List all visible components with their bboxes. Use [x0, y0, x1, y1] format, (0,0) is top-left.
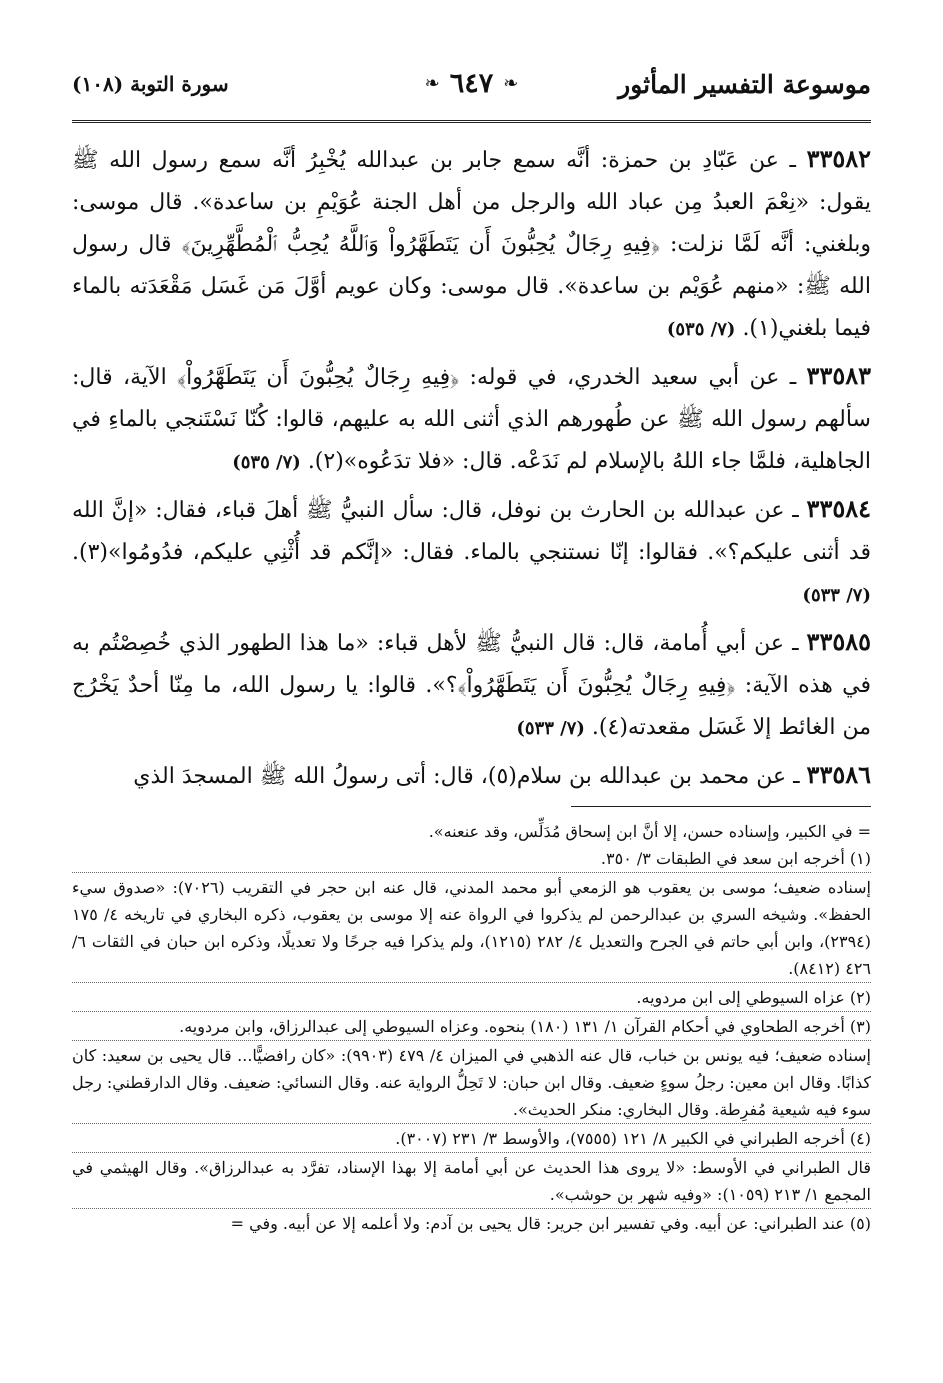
hadith-text: ـ عن محمد بن عبدالله بن سلام(٥)، قال: أتى رسولُ الله ﷺ المسجدَ الذي	[133, 764, 800, 789]
hadith-reference: (٧/ ٥٣٥)	[666, 319, 736, 340]
ornament-icon: ❧	[424, 73, 440, 94]
footnote: = في الكبير، وإسناده حسن، إلا أنَّ ابن إسحاق مُدَلِّس، وقد عنعنه».	[428, 822, 871, 841]
main-text	[72, 138, 871, 802]
hadith-entry	[72, 488, 871, 617]
page-number: ٦٤٧	[449, 68, 494, 99]
hadith-entry	[72, 355, 871, 484]
hadith-number: ٣٣٥٨٣	[806, 361, 871, 390]
page-header	[72, 66, 871, 106]
hadith-reference: (٧/ ٥٣٥)	[232, 452, 301, 473]
footnote: (٣) أخرجه الطحاوي في أحكام القرآن ١/ ١٣١ (١٨٠) بنحوه. وعزاه السيوطي إلى عبدالرزاق، وابن مردويه.	[72, 1011, 871, 1040]
hadith-number: ٣٣٥٨٢	[806, 144, 872, 173]
hadith-reference: (٧/ ٥٣٣)	[802, 585, 871, 606]
footnote: (٤) أخرجه الطبراني في الكبير ٨/ ١٢١ (٧٥٥٥)، والأوسط ٣/ ٢٣١ (٣٠٠٧).	[72, 1123, 871, 1152]
footnotes	[72, 818, 871, 1237]
hadith-number: ٣٣٥٨٦	[806, 760, 871, 789]
hadith-entry	[72, 138, 871, 351]
hadith-number: ٣٣٥٨٥	[806, 627, 871, 656]
footnote-divider	[571, 806, 871, 807]
hadith-reference: (٧/ ٥٣٣)	[516, 718, 585, 739]
hadith-entry	[72, 621, 871, 750]
footnote: إسناده ضعيف؛ موسى بن يعقوب هو الزمعي أبو محمد المدني، قال عنه ابن حجر في التقريب (٧٠٢٦): «صدوق سيء الحفظ». وشيخه السري بن عبدالرحمن لم يذكروا في الرواة عنه إلا موسى بن يعقوب، ذكره البخاري في تاريخه ٤/ ١٧٥ (٢٣٩٤)، وابن أبي حاتم في الجرح والتعديل ٤/ ٢٨٢ (١٢١٥)، ولم يذكرا فيه جرحًا ولا تعديلًا، وذكره ابن حبان في الثقات ٦/ ٤٢٦ (٨٤١٢).	[72, 872, 871, 982]
hadith-text: ـ عن عَبّادِ بن حمزة: أنَّه سمع جابر بن عبدالله يُخْبِرُ أنَّه سمع رسول الله ﷺ يقول: «نِعْمَ العبدُ مِن عباد الله والرجل من أهل الجنة عُوَيْمِ بن ساعدة». قال موسى: وبلغني: أنَّه لَمَّا نزلت: ﴿فِيهِ رِجَالٌ يُحِبُّونَ أَن يَتَطَهَّرُواْ وَٱللَّهُ يُحِبُّ ٱلْمُطَّهِّرِينَ﴾ قال رسول الله ﷺ: «منهم عُوَيْم بن ساعدة». قال موسى: وكان عويم أوَّلَ مَن غَسَل مَقْعَدَته بالماء فيما بلغني(١).	[72, 148, 871, 341]
page-number-block	[425, 68, 519, 99]
hadith-text: ـ عن عبدالله بن الحارث بن نوفل، قال: سأل النبيُّ ﷺ أهلَ قباء، فقال: «إنَّ الله قد أثنى عليكم؟». فقالوا: إنّا نستنجي بالماء. فقال: «إنَّكم قد أُثْنِي عليكم، فدُومُوا»(٣).	[72, 498, 871, 565]
header-divider	[72, 120, 871, 123]
footnote: (٥) عند الطبراني: عن أبيه. وفي تفسير ابن جرير: قال يحيى بن آدم: ولا أعلمه إلا عن أبيه. وفي =	[72, 1208, 871, 1237]
book-title: موسوعة التفسير المأثور	[618, 70, 871, 99]
hadith-text: ـ عن أبي أُمامة، قال: قال النبيُّ ﷺ لأهل قباء: «ما هذا الطهور الذي خُصِصْتُم به في هذه الآية: ﴿فِيهِ رِجَالٌ يُحِبُّونَ أَن يَتَطَهَّرُواْ﴾؟». قالوا: يا رسول الله، ما مِنّا أحدٌ يَخْرُج من الغائط إلا غَسَل مقعدته(٤).	[72, 631, 871, 740]
footnote: قال الطبراني في الأوسط: «لا يروى هذا الحديث عن أبي أمامة إلا بهذا الإسناد، تفرَّد به عبدالرزاق». وقال الهيثمي في المجمع ١/ ٢١٣ (١٠٥٩): «وفيه شهر بن حوشب».	[72, 1152, 871, 1208]
ornament-icon: ❧	[503, 73, 519, 94]
hadith-entry	[72, 754, 871, 798]
hadith-text: ـ عن أبي سعيد الخدري، في قوله: ﴿فِيهِ رِجَالٌ يُحِبُّونَ أَن يَتَطَهَّرُواْ﴾ الآية، قال: سألهم رسول الله ﷺ عن طُهورهم الذي أثنى الله به عليهم، قالوا: كُنّا نَسْتَنجي بالماءِ في الجاهلية، فلمَّا جاء اللهُ بالإسلام لم نَدَعْه. قال: «فلا تدَعُوه»(٢).	[72, 365, 871, 474]
surah-label: سورة التوبة (١٠٨)	[72, 72, 229, 96]
footnote: إسناده ضعيف؛ فيه يونس بن خباب، قال عنه الذهبي في الميزان ٤/ ٤٧٩ (٩٩٠٣): «كان رافضيًّا... قال يحيى بن سعيد: كان كذابًا. وقال ابن معين: رجلُ سوءٍ ضعيف. وقال ابن حبان: لا تَحِلُّ الرواية عنه. وقال النسائي: ضعيف. وقال الدارقطني: رجل سوء فيه شيعية مُفرِطة. وقال البخاري: منكر الحديث».	[72, 1040, 871, 1123]
footnote: (٢) عزاه السيوطي إلى ابن مردويه.	[72, 982, 871, 1011]
hadith-number: ٣٣٥٨٤	[806, 494, 871, 523]
footnote: (١) أخرجه ابن سعد في الطبقات ٣/ ٣٥٠.	[600, 849, 871, 868]
